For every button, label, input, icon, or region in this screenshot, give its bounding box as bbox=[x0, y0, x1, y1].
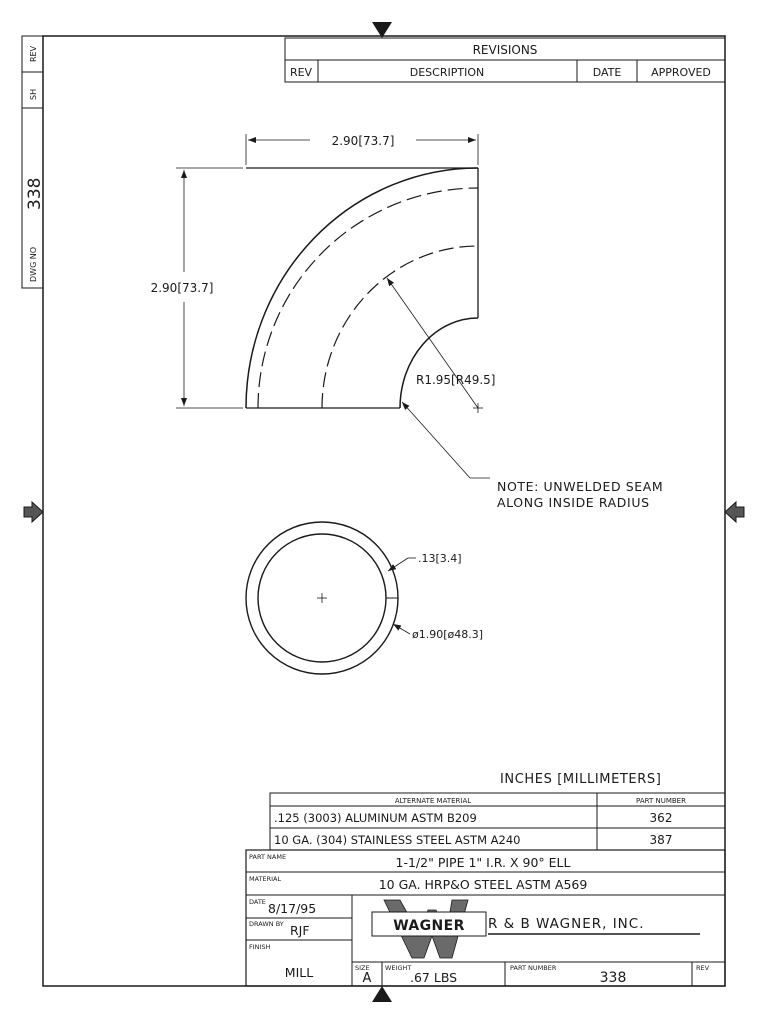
center-mark-bottom bbox=[372, 986, 392, 1002]
part-number: 338 bbox=[599, 970, 627, 986]
seam-note-line2: ALONG INSIDE RADIUS bbox=[497, 495, 650, 510]
material: 10 GA. HRP&O STEEL ASTM A569 bbox=[378, 877, 588, 892]
side-rev-label: REV bbox=[29, 45, 38, 62]
diameter-dimension: ø1.90[ø48.3] bbox=[412, 628, 484, 641]
company-name: R & B WAGNER, INC. bbox=[488, 916, 645, 932]
alt-part-number-header: PART NUMBER bbox=[636, 797, 686, 805]
center-mark-left bbox=[24, 502, 43, 522]
revisions-header-rev: REV bbox=[289, 66, 313, 79]
revisions-header-approved: APPROVED bbox=[651, 66, 711, 79]
elbow-side-view bbox=[176, 134, 478, 408]
drawn-by-label: DRAWN BY bbox=[249, 920, 284, 928]
drawn-by: RJF bbox=[290, 923, 310, 938]
date-label: DATE bbox=[249, 898, 266, 906]
part-name: 1-1/2" PIPE 1" I.R. X 90° ELL bbox=[395, 855, 571, 870]
weight-value: .67 LBS bbox=[410, 970, 458, 985]
revisions-table bbox=[285, 38, 725, 82]
revisions-header-date: DATE bbox=[592, 66, 622, 79]
center-mark-right bbox=[725, 502, 744, 522]
revisions-header-description: DESCRIPTION bbox=[409, 66, 485, 79]
weight-label: WEIGHT bbox=[385, 964, 412, 972]
alternate-material-table bbox=[270, 793, 725, 850]
finish: MILL bbox=[284, 965, 314, 980]
width-dimension: 2.90[73.7] bbox=[331, 134, 395, 148]
revisions-title: REVISIONS bbox=[472, 43, 538, 57]
size-label: SIZE bbox=[355, 964, 370, 972]
size-value: A bbox=[362, 971, 372, 986]
finish-label: FINISH bbox=[249, 943, 271, 951]
units-note: INCHES [MILLIMETERS] bbox=[500, 772, 662, 787]
alt-material-row-2: 10 GA. (304) STAINLESS STEEL ASTM A240 bbox=[274, 833, 521, 847]
seam-note-line1: NOTE: UNWELDED SEAM bbox=[497, 479, 664, 494]
dimensions bbox=[151, 134, 664, 510]
height-dimension: 2.90[73.7] bbox=[150, 281, 214, 295]
side-strip bbox=[22, 36, 45, 288]
material-label: MATERIAL bbox=[249, 875, 282, 883]
date: 8/17/95 bbox=[268, 901, 317, 916]
radius-dimension: R1.95[R49.5] bbox=[416, 373, 496, 387]
side-sheet-label: SH bbox=[29, 88, 38, 100]
alt-part-row-1: 362 bbox=[649, 811, 673, 825]
logo-text: WAGNER bbox=[393, 918, 465, 934]
alt-part-row-2: 387 bbox=[649, 833, 673, 847]
part-number-label: PART NUMBER bbox=[510, 964, 557, 972]
part-name-label: PART NAME bbox=[249, 853, 287, 861]
wagner-logo bbox=[372, 900, 486, 958]
side-dwg-no-label: DWG NO bbox=[29, 246, 38, 282]
rev-label: REV bbox=[696, 964, 710, 972]
title-block bbox=[246, 850, 725, 986]
pipe-cross-section bbox=[246, 522, 483, 674]
side-dwg-number: 338 bbox=[25, 177, 45, 210]
alt-material-header: ALTERNATE MATERIAL bbox=[394, 797, 472, 805]
alt-material-row-1: .125 (3003) ALUMINUM ASTM B209 bbox=[274, 811, 477, 825]
wall-thickness-dimension: .13[3.4] bbox=[418, 552, 462, 565]
